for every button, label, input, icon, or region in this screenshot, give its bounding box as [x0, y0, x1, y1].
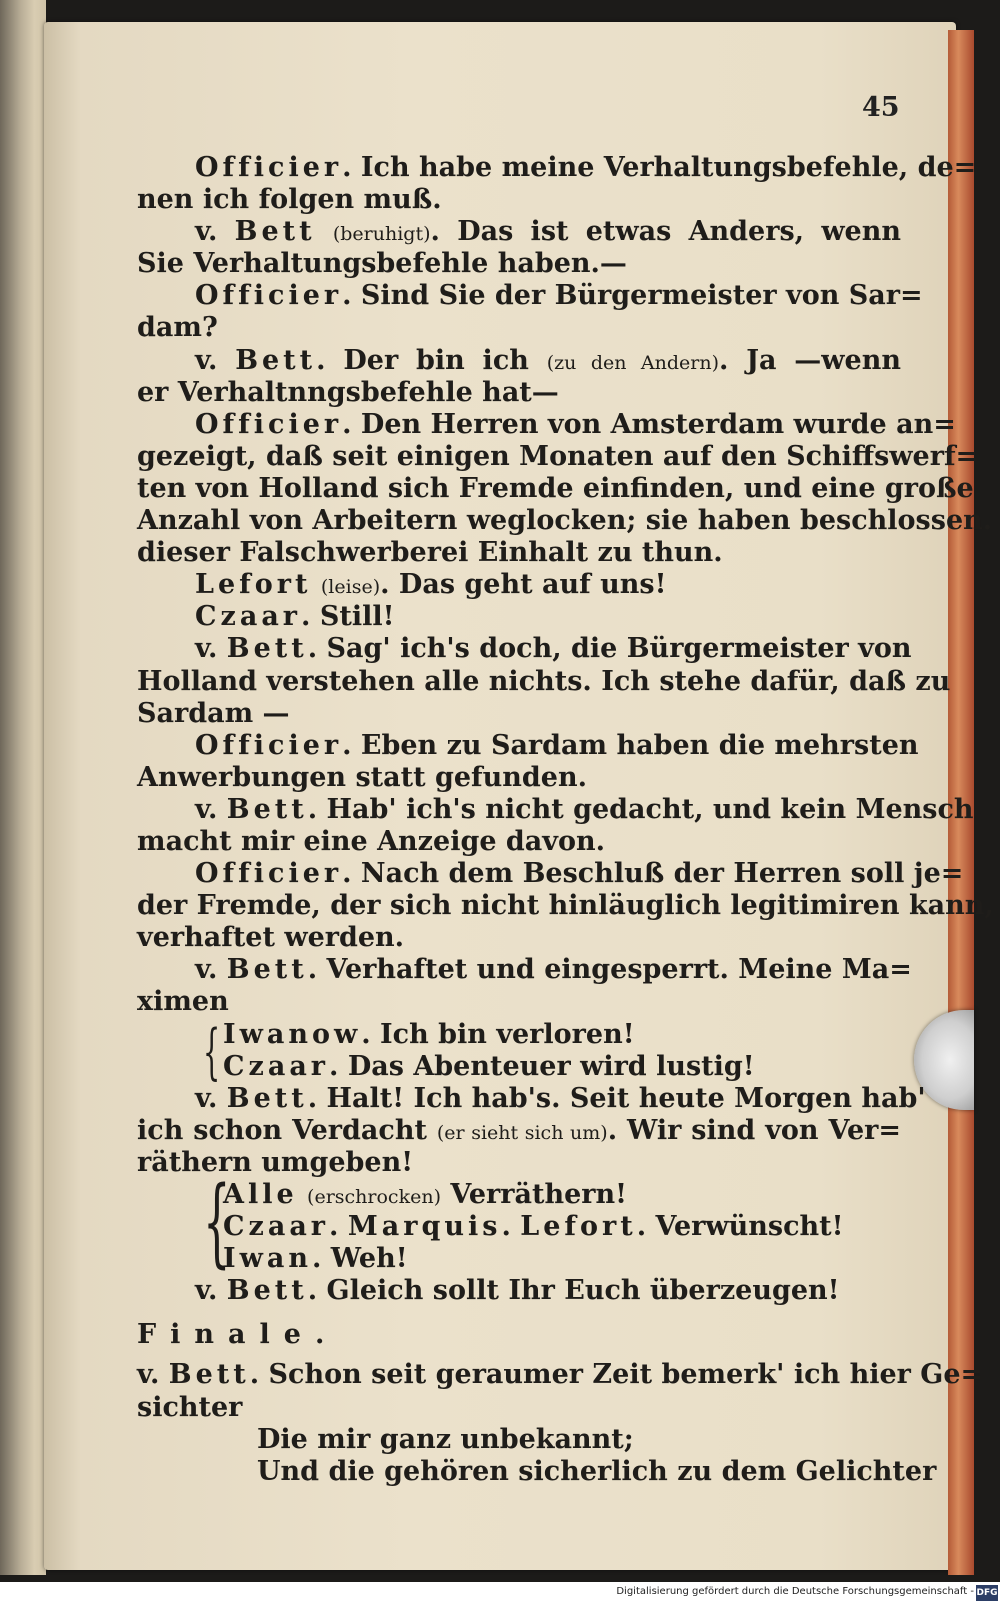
text-line — [137, 601, 901, 633]
speaker-name: Bett — [226, 793, 308, 825]
text-run: verhaftet werden. — [137, 922, 405, 954]
brace-line — [223, 1019, 901, 1051]
text-run: . Das Abenteuer wird lustig! — [329, 1050, 755, 1082]
text-run: . Verhaftet und eingesperrt. Meine Ma= — [307, 954, 912, 986]
text-run: . Ja —wenn — [719, 344, 901, 376]
speaker-name: Officier — [195, 408, 343, 440]
stage-direction: (zu den Andern) — [546, 351, 720, 374]
text-run — [311, 569, 320, 600]
speaker-name: Bett — [226, 1082, 308, 1114]
speaker-name: Czaar — [195, 601, 302, 633]
brace-line — [223, 1179, 901, 1211]
text-run: v. — [195, 1082, 227, 1114]
text-run: Sardam — — [137, 697, 290, 729]
text-run: . Das geht auf uns! — [380, 569, 667, 601]
speaker-name: Bett — [168, 1359, 250, 1391]
text-run: . Halt! Ich hab's. Seit heute Morgen hab' — [307, 1082, 926, 1114]
text-run: . Ich bin verloren! — [361, 1018, 635, 1050]
text-run: v. — [195, 954, 227, 986]
speaker-name: Bett — [234, 216, 316, 248]
text-run: dieser Falschwerberei Einhalt zu thun. — [137, 537, 723, 569]
text-run: . — [329, 1211, 348, 1243]
text-run: gezeigt, daß seit einigen Monaten auf den Schiffswerf= — [137, 440, 979, 472]
speaker-name: Iwanow — [223, 1018, 362, 1050]
text-run: . Verwünscht! — [636, 1211, 844, 1243]
brace-lines-1 — [223, 1019, 901, 1083]
text-line — [137, 345, 901, 377]
text-run: räthern umgeben! — [137, 1146, 414, 1178]
footer-credit: Digitalisierung gefördert durch die Deutsche Forschungsgemeinschaft - — [616, 1586, 974, 1597]
speaker-name: Lefort — [520, 1211, 637, 1243]
text-run: er Verhaltnngsbefehle hat— — [137, 376, 559, 408]
speaker-name: Bett — [226, 633, 308, 665]
stage-direction: (beruhigt) — [332, 223, 431, 246]
text-line — [137, 408, 956, 441]
speaker-name: Czaar — [223, 1211, 330, 1243]
brace-group-1 — [137, 1016, 901, 1087]
text-run: nen ich folgen muß. — [137, 184, 442, 216]
text-line — [137, 537, 901, 569]
text-line — [137, 216, 901, 248]
text-run: Anzahl von Arbeitern weglocken; sie haben beschlossen. — [137, 505, 993, 537]
text-run: . Das ist etwas Anders, wenn — [430, 216, 901, 248]
stage-direction: (leise) — [320, 576, 381, 599]
finale-title: Finale. — [137, 1319, 339, 1351]
speaker-name: Marquis — [347, 1211, 502, 1243]
text-run: . Schon seit geraumer Zeit bemerk' ich hier Ge= — [249, 1359, 984, 1391]
text-run: v. — [137, 1359, 169, 1391]
text-line — [137, 505, 993, 537]
brace-icon: { — [203, 1016, 221, 1087]
text-run: v. — [195, 793, 227, 825]
text-run: . Eben zu Sardam haben die mehrsten — [342, 729, 919, 761]
finale-continuation: sichter — [137, 1391, 243, 1423]
text-run: Holland verstehen alle nichts. Ich stehe dafür, daß zu — [137, 665, 951, 697]
speaker-name: Bett — [226, 1275, 308, 1307]
poem-lines — [137, 1423, 937, 1488]
text-line — [137, 1082, 926, 1115]
brace-icon: { — [203, 1166, 231, 1278]
text-line — [137, 858, 964, 890]
text-run: . Den Herren von Amsterdam wurde an= — [342, 408, 956, 440]
speaker-name: Iwan — [223, 1243, 312, 1275]
text-run: . Hab' ich's nicht gedacht, und kein Mensch — [307, 793, 974, 825]
text-run: ximen — [137, 986, 229, 1018]
text-line — [137, 280, 923, 312]
stage-direction: (er sieht sich um) — [436, 1121, 608, 1144]
stage-direction: (erschrocken) — [307, 1186, 441, 1208]
poem-line: Die mir ganz unbekannt; — [257, 1423, 634, 1455]
text-run: . Gleich sollt Ihr Euch überzeugen! — [307, 1275, 840, 1307]
dialogue-block-3 — [137, 1275, 901, 1307]
page-text — [137, 152, 994, 1488]
text-run: . Ich habe meine Verhaltungsbefehle, de= — [342, 152, 977, 183]
text-run: . Weh! — [312, 1243, 408, 1275]
text-run: v. — [195, 216, 235, 248]
text-run: Anwerbungen statt gefunden. — [137, 761, 587, 793]
text-line — [137, 569, 901, 601]
brace-line — [223, 1211, 901, 1243]
speaker-name: Bett — [235, 344, 317, 376]
book-spine — [0, 0, 46, 1575]
text-run: . Still! — [301, 601, 395, 633]
text-run: v. — [195, 344, 236, 376]
text-line — [137, 248, 901, 280]
brace-line — [223, 1243, 901, 1275]
speaker-name: Officier — [195, 858, 343, 890]
text-line — [137, 793, 974, 826]
finale-line — [137, 1359, 984, 1391]
text-run: . Nach dem Beschluß der Herren soll je= — [342, 858, 964, 890]
text-run: . Wir sind von Ver= — [607, 1114, 901, 1146]
text-run: . Der bin ich — [316, 344, 547, 376]
poem-line: Und die gehören sicherlich zu dem Gelichter — [257, 1455, 937, 1487]
text-line — [137, 698, 901, 730]
text-line — [137, 440, 979, 473]
dialogue-block-1 — [137, 152, 994, 1019]
text-line — [137, 152, 977, 184]
text-line — [137, 1115, 901, 1147]
text-run: ich schon Verdacht — [137, 1114, 437, 1146]
text-run: . Sind Sie der Bürgermeister von Sar= — [342, 280, 923, 312]
text-run — [316, 216, 333, 247]
text-run: v. — [195, 1275, 227, 1307]
text-run: v. — [195, 633, 227, 665]
text-run: der Fremde, der sich nicht hinläuglich legitimiren kann, — [137, 890, 994, 922]
text-run: Verräthern! — [440, 1179, 627, 1210]
text-line — [137, 312, 901, 344]
page-number: 45 — [862, 92, 900, 123]
text-line — [137, 986, 901, 1018]
text-run: . — [501, 1211, 521, 1243]
text-line — [137, 472, 974, 505]
text-line — [137, 922, 901, 954]
text-run: dam? — [137, 312, 218, 344]
dfg-logo: DFG — [976, 1585, 998, 1601]
text-line — [137, 377, 901, 409]
speaker-name: Bett — [226, 954, 308, 986]
brace-lines-2 — [223, 1179, 901, 1275]
text-run — [298, 1179, 307, 1210]
text-line — [137, 826, 901, 858]
speaker-name: Alle — [223, 1179, 298, 1210]
text-run: . Sag' ich's doch, die Bürgermeister von — [307, 633, 912, 665]
dialogue-block-2 — [137, 1082, 926, 1179]
speaker-name: Officier — [195, 729, 343, 761]
brace-group-2 — [137, 1166, 901, 1278]
text-line — [137, 1275, 901, 1307]
speaker-name: Officier — [195, 280, 343, 312]
text-run: Sie Verhaltungsbefehle haben.— — [137, 248, 627, 280]
speaker-name: Lefort — [195, 569, 312, 601]
text-line — [137, 1147, 901, 1179]
speaker-name: Czaar — [223, 1050, 330, 1082]
text-run: ten von Holland sich Fremde einfinden, und eine große — [137, 472, 974, 504]
text-line — [137, 633, 912, 665]
text-line — [137, 890, 994, 922]
text-line — [137, 665, 951, 698]
text-line — [137, 184, 901, 216]
brace-line — [223, 1051, 901, 1083]
text-run: macht mir eine Anzeige davon. — [137, 825, 606, 857]
footer-bar — [0, 1582, 1000, 1605]
speaker-name: Officier — [195, 152, 343, 183]
text-line — [137, 762, 901, 794]
text-line — [137, 729, 919, 762]
text-line — [137, 954, 912, 986]
